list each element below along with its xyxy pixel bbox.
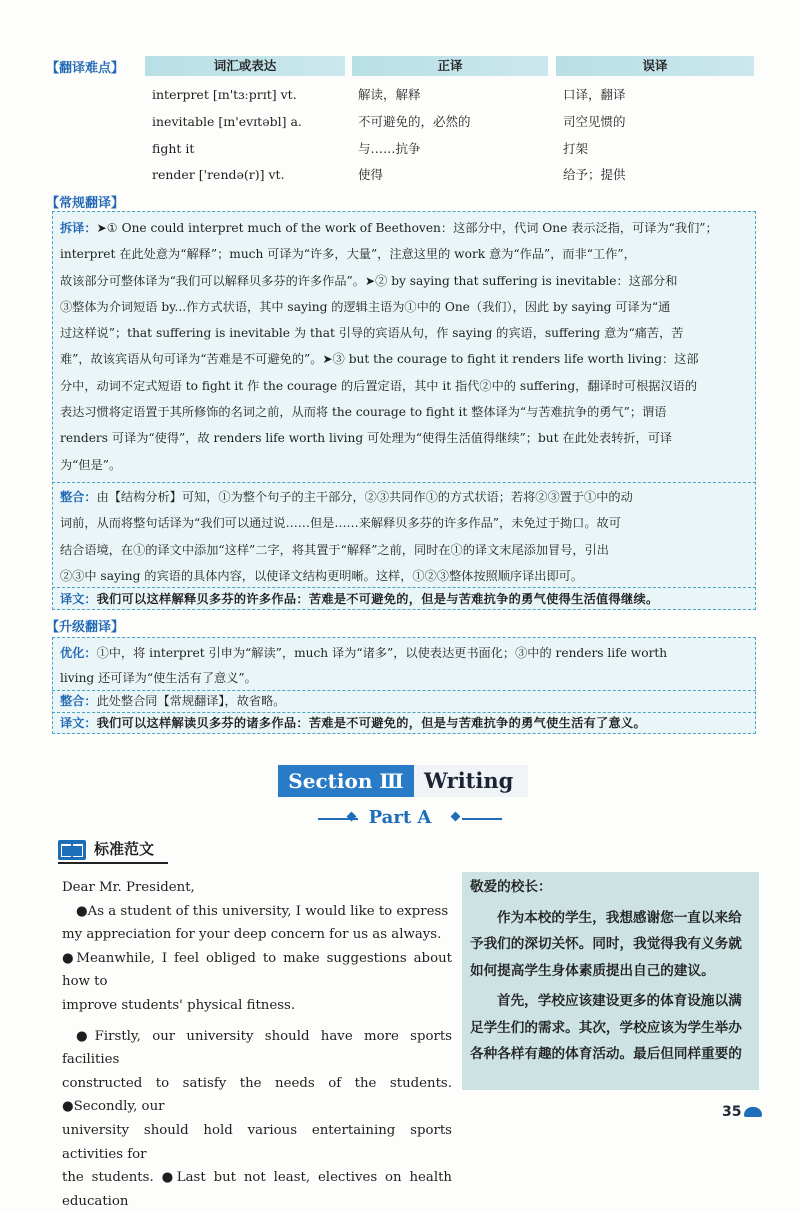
regular-tag: 【常规翻译】 [46, 196, 125, 211]
split-line: renders 可译为“使得”，故 renders life worth living 可处理为“使得生活值得继续”；but 在此处表转折，可译 [60, 431, 673, 446]
merge-line: 由【结构分析】可知，①为整个句子的主干部分，②③共同作①的方式状语；若将②③置于①中的动 [96, 490, 633, 504]
merge-text: 此处整合同【常规翻译】，故省略。 [96, 694, 286, 708]
divider [52, 587, 756, 588]
split-line: 分中，动词不定式短语 to fight it 作 the courage 的后置定语，其中 it 指代②中的 suffering，翻译时可根据汉语的 [60, 378, 698, 393]
split-line: ➤① One could interpret much of the work of Beethoven：这部分中，代词 One 表示泛指，可译为“我们”； [96, 221, 718, 235]
merge-section [60, 484, 750, 589]
english-essay [62, 876, 452, 1213]
trans-label: 译文： [60, 716, 97, 730]
section-banner [278, 765, 528, 797]
essay-line: ●Firstly, our university should have more sports facilities [62, 1028, 452, 1068]
split-label: 拆译： [60, 221, 97, 235]
chinese-line: 首先，学校应该建设更多的体育设施以满 [497, 993, 742, 1009]
page-decoration-icon [744, 1107, 762, 1117]
term-cell: interpret [ɪn'tɜːprɪt] vt. [152, 87, 297, 102]
merge-line: 词前，从而将整句话译为“我们可以通过说……但是……来解释贝多芬的许多作品”，未免过于拗口。故可 [60, 516, 621, 531]
merge-line: 结合语境，在①的译文中添加“这样”二字，将其置于“解释”之前，同时在①的译文末尾添加冒号，引出 [60, 542, 609, 557]
header-correct: 正译 [352, 56, 548, 76]
model-essay-header [58, 838, 154, 860]
wrong-cell: 给予；提供 [563, 167, 626, 182]
upgrade-merge [60, 690, 750, 712]
chinese-line: 各种各样有趣的体育活动。最后但同样重要的 [470, 1046, 742, 1062]
split-line: 故该部分可整体译为“我们可以解释贝多芬的许多作品”。➤② by saying that suffering is inevitable：这部分和 [60, 273, 678, 288]
header-term: 词汇或表达 [145, 56, 345, 76]
chinese-line: 予我们的深切关怀。同时，我觉得我有义务就 [470, 936, 742, 952]
part-line-right [462, 818, 502, 820]
page-number: 35 [722, 1104, 742, 1120]
split-line: 表达习惯将定语置于其所修饰的名词之前，从而将 the courage to fight it 整体译为“与苦难抗争的勇气”；谓语 [60, 405, 667, 420]
trans-label: 译文： [60, 592, 97, 606]
header-underline [58, 862, 168, 864]
wrong-cell: 打架 [563, 141, 589, 156]
wrong-cell: 司空见惯的 [563, 114, 626, 129]
term-cell: render ['rendə(r)] vt. [152, 167, 285, 182]
correct-cell: 使得 [358, 167, 384, 182]
split-line: interpret 在此处意为“解释”；much 可译为“许多，大量”，注意这里的 work 意为“作品”，而非“工作”， [60, 247, 636, 262]
model-essay-title: 标准范文 [94, 840, 155, 858]
optimize-section [60, 641, 750, 691]
correct-cell: 解读，解释 [358, 87, 421, 102]
split-section [60, 215, 750, 478]
translation-text: 我们可以这样解读贝多芬的诸多作品：苦难是不可避免的，但是与苦难抗争的勇气使生活有了意义。 [96, 716, 647, 730]
chinese-line: 作为本校的学生，我想感谢您一直以来给 [497, 909, 742, 926]
term-cell: inevitable [ɪn'evɪtəbl] a. [152, 114, 302, 129]
correct-cell: 不可避免的，必然的 [358, 114, 471, 129]
essay-line: university should hold various entertaining sports activities for [62, 1122, 452, 1162]
regular-translation [60, 589, 750, 609]
essay-line: ●As a student of this university, I would like to express [76, 903, 449, 919]
merge-label: 整合： [60, 490, 97, 504]
divider [52, 482, 756, 483]
essay-line: constructed to satisfy the needs of the students. ●Secondly, our [62, 1075, 452, 1115]
book-icon [58, 840, 86, 860]
essay-line: ●Meanwhile, I feel obliged to make suggestions about how to [62, 950, 452, 990]
section-title: Writing [424, 768, 514, 793]
optimize-label: 优化： [60, 646, 97, 660]
optimize-line: ①中，将 interpret 引申为“解读”，much 译为“诸多”，以使表达更书面化；③中的 renders life worth [96, 646, 668, 660]
split-line: ③整体为介词短语 by...作方式状语，其中 saying 的逻辑主语为①中的 One（我们），因此 by saying 可译为“通 [60, 299, 671, 314]
upgrade-translation [60, 713, 750, 733]
chinese-line: 足学生们的需求。其次，学校应该为学生举办 [470, 1019, 742, 1036]
header-wrong: 误译 [556, 56, 754, 76]
split-line: 难”，故该宾语从句可译为“苦难是不可避免的”。➤③ but the courage to fight it renders life worth living：这部 [60, 352, 699, 367]
chinese-line: 如何提高学生身体素质提出自己的建议。 [470, 962, 715, 979]
split-line: 过这样说”；that suffering is inevitable 为 that 引导的宾语从句，作 saying 的宾语，suffering 意为“痛苦，苦 [60, 326, 684, 341]
translation-text: 我们可以这样解释贝多芬的许多作品：苦难是不可避免的，但是与苦难抗争的勇气使得生活值得继续。 [96, 592, 659, 606]
essay-line: my appreciation for your deep concern for us as always. [62, 927, 442, 943]
difficulty-tag: 【翻译难点】 [46, 61, 125, 76]
correct-cell: 与……抗争 [358, 141, 421, 156]
section-number: Section Ⅲ [278, 765, 414, 797]
chinese-line: 敬爱的校长： [470, 879, 552, 895]
merge-line: ②③中 saying 的宾语的具体内容，以使译文结构更明晰。这样，①②③整体按照顺序译出即可。 [60, 568, 584, 583]
chinese-essay [470, 874, 752, 1068]
optimize-line: living 还可译为“使生活有了意义”。 [60, 671, 257, 685]
essay-line: Dear Mr. President, [62, 880, 195, 895]
part-title: Part A [368, 807, 432, 828]
essay-line: the students. ●Last but not least, electives on health education [62, 1170, 452, 1209]
upgrade-tag: 【升级翻译】 [46, 620, 125, 635]
wrong-cell: 口译，翻译 [563, 87, 626, 102]
merge-label: 整合： [60, 694, 97, 708]
term-cell: fight it [152, 141, 195, 156]
split-line: 为“但是”。 [60, 457, 122, 472]
essay-line: improve students' physical fitness. [62, 997, 296, 1013]
